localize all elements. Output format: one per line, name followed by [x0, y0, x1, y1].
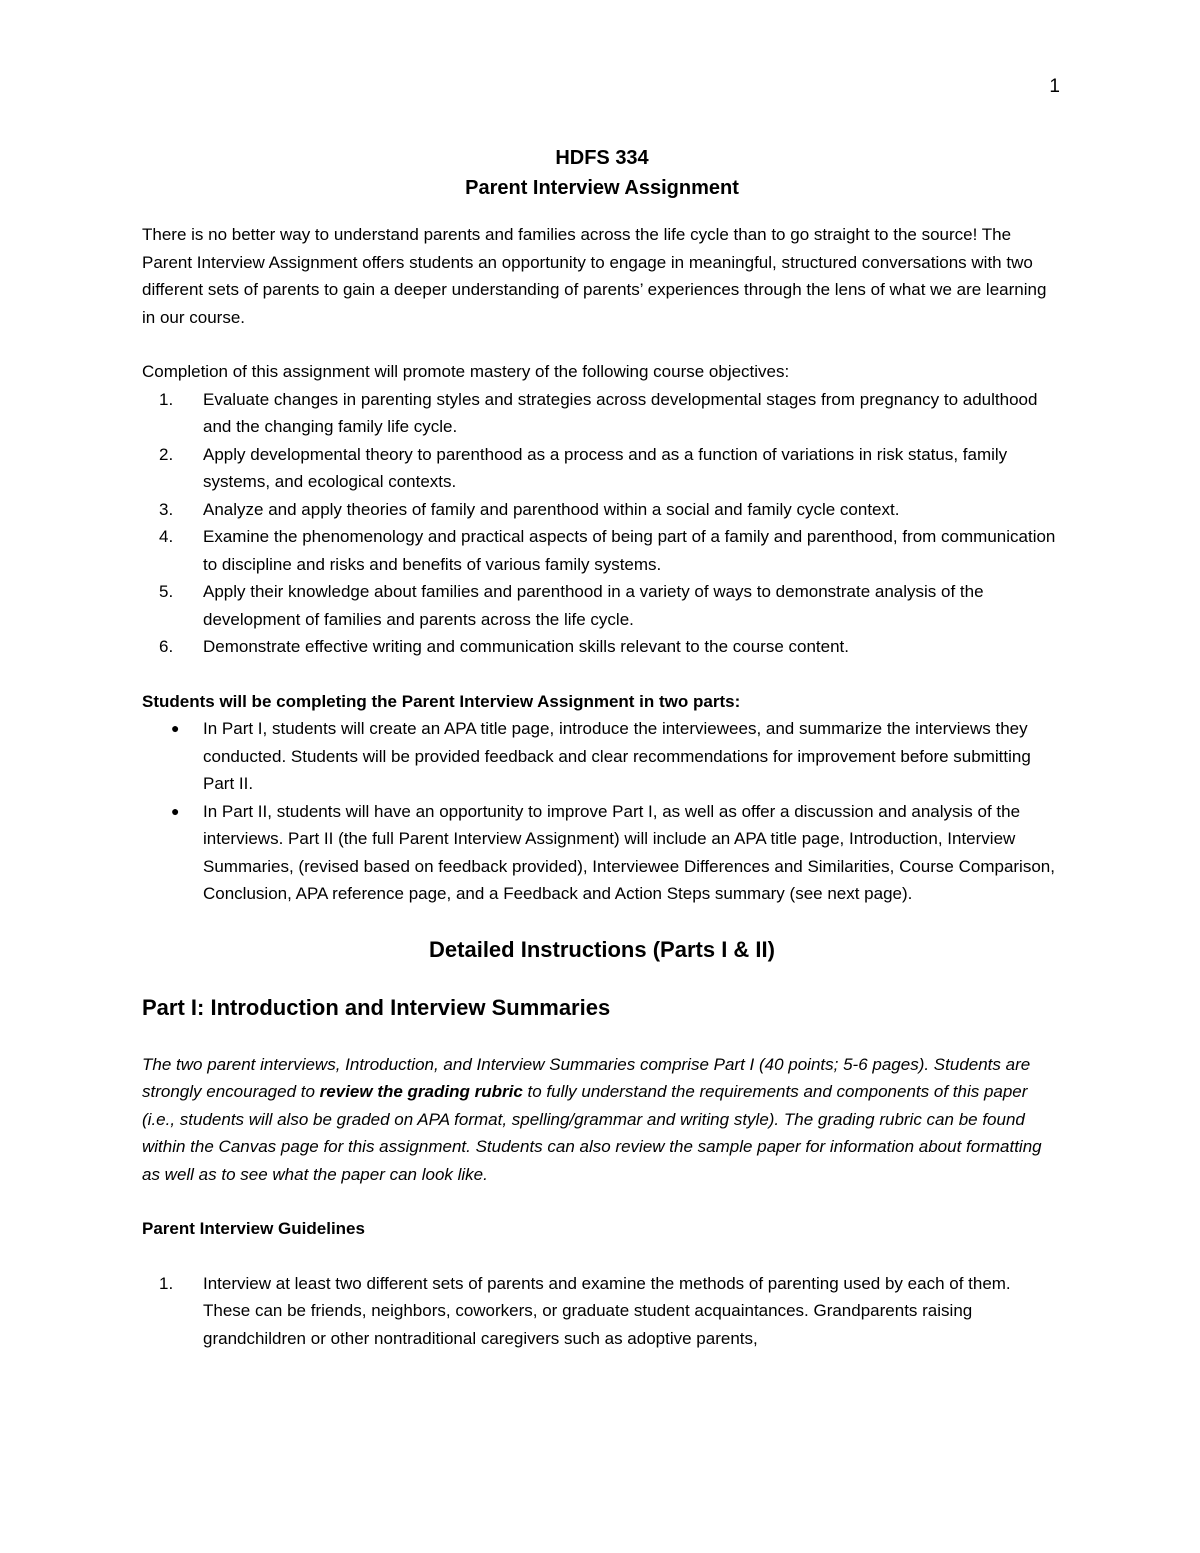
objective-number: 3. — [159, 499, 174, 519]
page-number: 1 — [1049, 76, 1060, 97]
part-item — [142, 715, 1062, 798]
objective-text: Analyze and apply theories of family and parenthood within a social and family cycle context. — [203, 499, 900, 519]
objective-text: Evaluate changes in parenting styles and strategies across developmental stages from pregnancy to adulthood and the changing family life cycle. — [203, 389, 1038, 436]
document-body — [142, 143, 1062, 1352]
objective-item — [142, 496, 1062, 524]
bullet-icon: ● — [171, 802, 180, 819]
intro-paragraph: There is no better way to understand parents and families across the life cycle than to go straight to the source! The Parent Interview Assignment offers students an opportunity to engage in meaningful, structured conversations with two different sets of parents to gain a deeper understanding of parents’ experiences through the lens of what we are learning in our course. — [142, 225, 1047, 327]
part1-heading: Part I: Introduction and Interview Summaries — [142, 994, 611, 1020]
objective-item — [142, 441, 1062, 496]
objective-number: 6. — [159, 637, 174, 656]
objective-item — [142, 633, 1062, 661]
objectives-list — [142, 386, 1062, 661]
objective-number: 5. — [159, 582, 174, 601]
guideline-number: 1. — [159, 1273, 174, 1293]
objective-item — [142, 386, 1062, 441]
objective-number: 4. — [159, 527, 174, 546]
detailed-instructions-heading: Detailed Instructions (Parts I & II) — [429, 936, 775, 962]
objective-item — [142, 523, 1062, 578]
guideline-item — [142, 1270, 1062, 1353]
objective-number: 1. — [159, 389, 174, 409]
part-text: In Part II, students will have an opportunity to improve Part I, as well as offer a discussion and analysis of the interviews. Part II (the full Parent Interview Assignment) will include an APA title page, Introduction, Interview Summaries, (revised based on feedback provided), Interviewee Differences and Similarities, Course Comparison, Conclusion, APA reference page, and a Feedback and Action Steps summary (see next page). — [203, 801, 1055, 903]
part1-paragraph — [142, 1051, 1062, 1189]
objective-number: 2. — [159, 444, 174, 464]
guideline-text: Interview at least two different sets of parents and examine the methods of parenting used by each of them. These can be friends, neighbors, coworkers, or graduate student acquaintances. Grandparents raising grandchildren or other nontraditional caregivers such as adoptive parents, — [203, 1273, 1011, 1348]
part-item — [142, 798, 1062, 908]
objective-text: Apply developmental theory to parenthood as a process and as a function of variations in risk status, family systems, and ecological contexts. — [203, 444, 1008, 491]
guidelines-list — [142, 1270, 1062, 1353]
course-code: HDFS 334 — [555, 147, 649, 169]
objective-text: Demonstrate effective writing and communication skills relevant to the course content. — [203, 637, 849, 656]
objective-item — [142, 578, 1062, 633]
objective-text: Apply their knowledge about families and parenthood in a variety of ways to demonstrate analysis of the development of families and parents across the life cycle. — [203, 582, 984, 629]
objectives-intro: Completion of this assignment will promote mastery of the following course objectives: — [142, 362, 790, 381]
parts-heading: Students will be completing the Parent Interview Assignment in two parts: — [142, 691, 741, 711]
part-text: In Part I, students will create an APA title page, introduce the interviewees, and summarize the interviews they conducted. Students will be provided feedback and clear recommendations for improvement before submitting Part II. — [203, 719, 1031, 793]
part1-text-before: The two parent interviews, Introduction, and Interview Summaries comprise Part I (40 points; 5-6 pages). Students are strongly encouraged to — [142, 1054, 1031, 1101]
grading-rubric-emphasis: review the grading rubric — [319, 1082, 523, 1101]
part1-text-after: to fully understand the requirements and components of this paper (i.e., students will also be graded on APA format, spelling/grammar and writing style). The grading rubric can be found within the Canvas page for this assignment. Students can also review the sample paper for information about formatting as well as to see what the paper can look like. — [142, 1082, 1042, 1184]
parts-list — [142, 715, 1062, 908]
objective-text: Examine the phenomenology and practical aspects of being part of a family and parenthood, from communication to discipline and risks and benefits of various family systems. — [203, 527, 1056, 574]
assignment-title: Parent Interview Assignment — [465, 177, 739, 199]
bullet-icon: ● — [171, 720, 180, 736]
guidelines-heading: Parent Interview Guidelines — [142, 1219, 365, 1238]
